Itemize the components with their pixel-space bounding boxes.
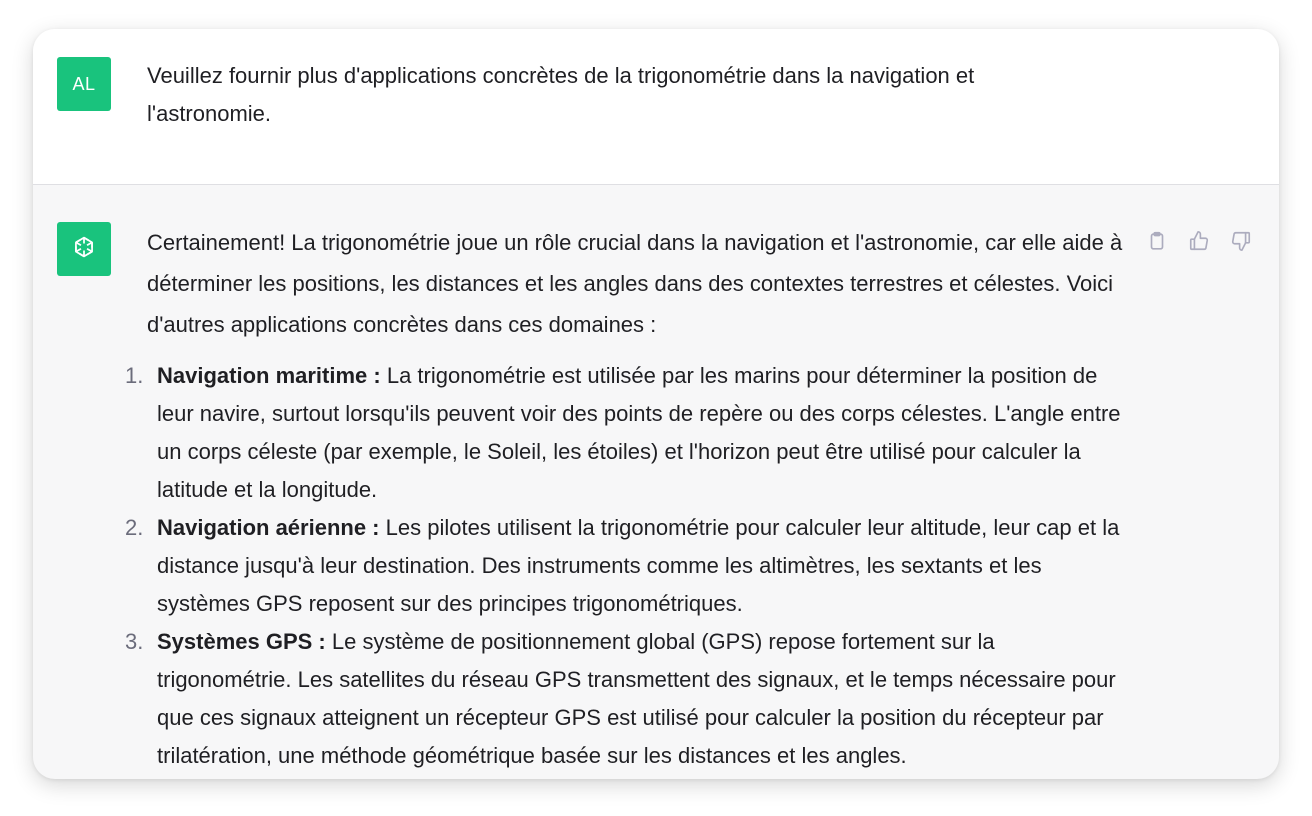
conversation-card: [33, 29, 1279, 779]
list-item-number: 3.: [125, 629, 144, 654]
openai-logo-icon: [70, 233, 98, 266]
assistant-intro-text: Certainement! La trigonométrie joue un rôle crucial dans la navigation et l'astronomie, car elle aide à déterminer les positions, les distances et les angles dans des contextes terrestres et célestes. Voici d'autres applications concrètes dans ces domaines :: [147, 230, 1123, 337]
clipboard-icon: [1146, 230, 1168, 252]
list-item-number: 1.: [125, 363, 144, 388]
thumbs-down-button[interactable]: [1225, 225, 1257, 257]
list-item-number: 2.: [125, 515, 144, 540]
applications-list: [125, 357, 1132, 775]
thumbs-down-icon: [1230, 230, 1252, 252]
list-item-text: Les pilotes utilisent la trigonométrie pour calculer leur altitude, leur cap et la distance jusqu'à leur destination. Des instruments comme les altimètres, les sextants et les systèmes GPS reposent sur des principes trigonométriques.: [157, 515, 1120, 616]
assistant-message: [125, 222, 1132, 775]
thumbs-up-icon: [1188, 230, 1210, 252]
list-item: [125, 357, 1132, 509]
user-message: [33, 29, 1279, 185]
list-item-term: Systèmes GPS :: [157, 629, 326, 654]
list-item-text: Le système de positionnement global (GPS) repose fortement sur la trigonométrie. Les satellites du réseau GPS transmettent des signaux, et le temps nécessaire pour que ces signaux atteignent un récepteur GPS est utilisé pour calculer la position du récepteur par trilatération, une méthode géométrique basée sur les distances et les angles.: [157, 629, 1116, 768]
message-actions: [1141, 225, 1257, 257]
list-item: [125, 623, 1132, 775]
list-item: [125, 509, 1132, 623]
thumbs-up-button[interactable]: [1183, 225, 1215, 257]
user-avatar-initials: AL: [72, 73, 96, 94]
list-item-term: Navigation aérienne :: [157, 515, 380, 540]
assistant-avatar: [57, 222, 111, 276]
user-avatar: [57, 57, 111, 111]
copy-button[interactable]: [1141, 225, 1173, 257]
list-item-term: Navigation maritime :: [157, 363, 381, 388]
user-message-text: Veuillez fournir plus d'applications concrètes de la trigonométrie dans la navigation et l'astronomie.: [147, 63, 975, 126]
list-item-text: La trigonométrie est utilisée par les marins pour déterminer la position de leur navire, surtout lorsqu'ils peuvent voir des points de repère ou des corps célestes. L'angle entre un corps céleste (par exemple, le Soleil, les étoiles) et l'horizon peut être utilisé pour calculer la latitude et la longitude.: [157, 363, 1121, 502]
